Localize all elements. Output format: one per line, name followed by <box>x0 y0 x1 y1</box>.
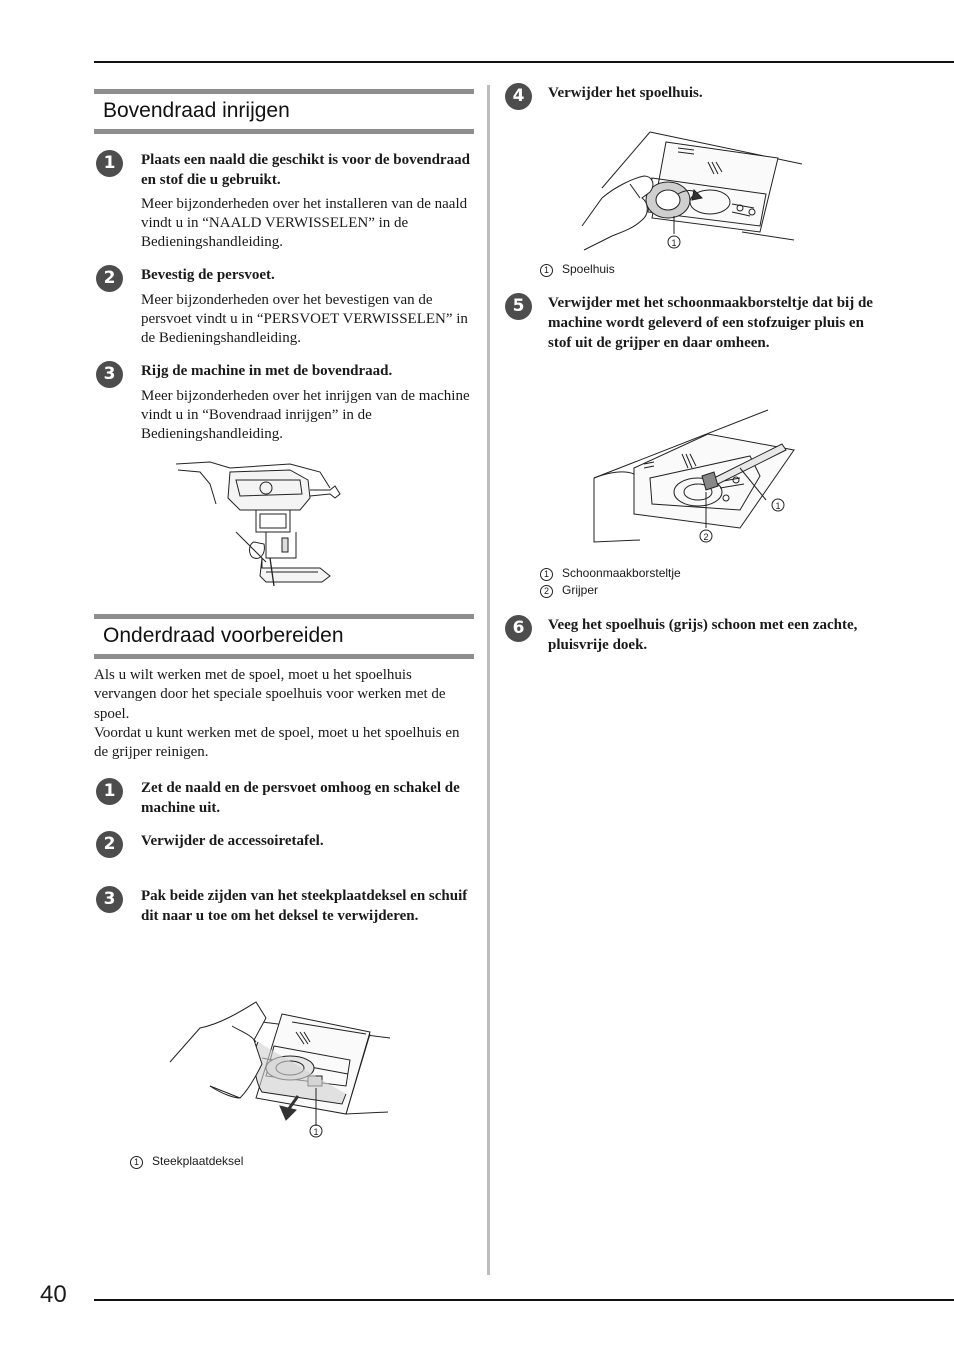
step-number-badge: 1 <box>96 150 123 177</box>
caption-spoelhuis <box>540 261 615 277</box>
step-instruction: Verwijder met het schoonmaakborsteltje dat bij de machine wordt geleverd of een stofzuiger pluis en stof uit de grijper en daar omheen. <box>548 295 873 351</box>
step-number-badge: 4 <box>505 83 532 110</box>
heading-bar-bottom <box>94 654 474 659</box>
step-detail: Meer bijzonderheden over het installeren van de naald vindt u in “NAALD VERWISSELEN” in de Bedieningshandleiding. <box>141 196 468 250</box>
svg-text:1: 1 <box>313 1127 319 1137</box>
heading-bar-bottom <box>94 129 474 134</box>
caption-label: Spoelhuis <box>562 262 615 276</box>
svg-text:1: 1 <box>775 501 781 511</box>
needle-plate-cover-removal-illustration <box>170 998 395 1143</box>
section-title: Bovendraad inrijgen <box>103 99 290 122</box>
column-divider <box>487 85 490 1275</box>
step-instruction: Verwijder de accessoiretafel. <box>141 833 324 849</box>
callout-number: 1 <box>540 264 553 277</box>
step-number-badge: 5 <box>505 293 532 320</box>
caption-label: Grijper <box>562 583 599 597</box>
callout-number: 1 <box>130 1156 143 1169</box>
top-rule <box>94 61 954 63</box>
section-heading-onderdraad <box>94 614 474 659</box>
caption-grijper <box>540 582 598 598</box>
callout-number: 1 <box>540 568 553 581</box>
step-number-badge: 3 <box>96 886 123 913</box>
callout-number: 2 <box>540 585 553 598</box>
step-instruction: Zet de naald en de persvoet omhoog en schakel de machine uit. <box>141 780 460 816</box>
caption-steekplaatdeksel <box>130 1153 243 1169</box>
caption-label: Schoonmaakborsteltje <box>562 566 681 580</box>
step-number-badge: 6 <box>505 615 532 642</box>
step-instruction: Plaats een naald die geschikt is voor de bovendraad en stof die u gebruikt. <box>141 152 470 188</box>
step-instruction: Bevestig de persvoet. <box>141 267 275 283</box>
section-intro: Als u wilt werken met de spoel, moet u het spoelhuis vervangen door het speciale spoelhuis voor werken met de spoel. Voordat u kunt werken met de spoel, moet u het spoelhuis en de grijper reinigen. <box>94 667 460 761</box>
section-title: Onderdraad voorbereiden <box>103 624 344 647</box>
step-instruction: Pak beide zijden van het steekplaatdeksel en schuif dit naar u toe om het deksel te verwijderen. <box>141 888 468 924</box>
section-heading-bovendraad <box>94 89 474 134</box>
step-detail: Meer bijzonderheden over het inrijgen van de machine vindt u in “Bovendraad inrijgen” in de Bedieningshandleiding. <box>141 388 470 442</box>
step-instruction: Verwijder het spoelhuis. <box>548 85 703 101</box>
bobbin-case-removal-illustration <box>582 128 802 253</box>
step-instruction: Veeg het spoelhuis (grijs) schoon met een zachte, pluisvrije doek. <box>548 617 858 653</box>
bottom-rule <box>94 1299 954 1301</box>
step-number-badge: 3 <box>96 361 123 388</box>
step-number-badge: 2 <box>96 831 123 858</box>
cleaning-brush-illustration <box>590 406 800 546</box>
caption-label: Steekplaatdeksel <box>152 1154 244 1168</box>
step-detail: Meer bijzonderheden over het bevestigen van de persvoet vindt u in “PERSVOET VERWISSELEN” in de Bedieningshandleiding. <box>141 292 468 346</box>
step-number-badge: 1 <box>96 778 123 805</box>
step-number-badge: 2 <box>96 265 123 292</box>
svg-text:2: 2 <box>703 532 709 542</box>
page-number: 40 <box>40 1281 67 1308</box>
presser-foot-illustration <box>170 458 360 590</box>
step-instruction: Rijg de machine in met de bovendraad. <box>141 363 393 379</box>
svg-text:1: 1 <box>671 238 677 248</box>
caption-schoonmaakborsteltje <box>540 565 681 581</box>
